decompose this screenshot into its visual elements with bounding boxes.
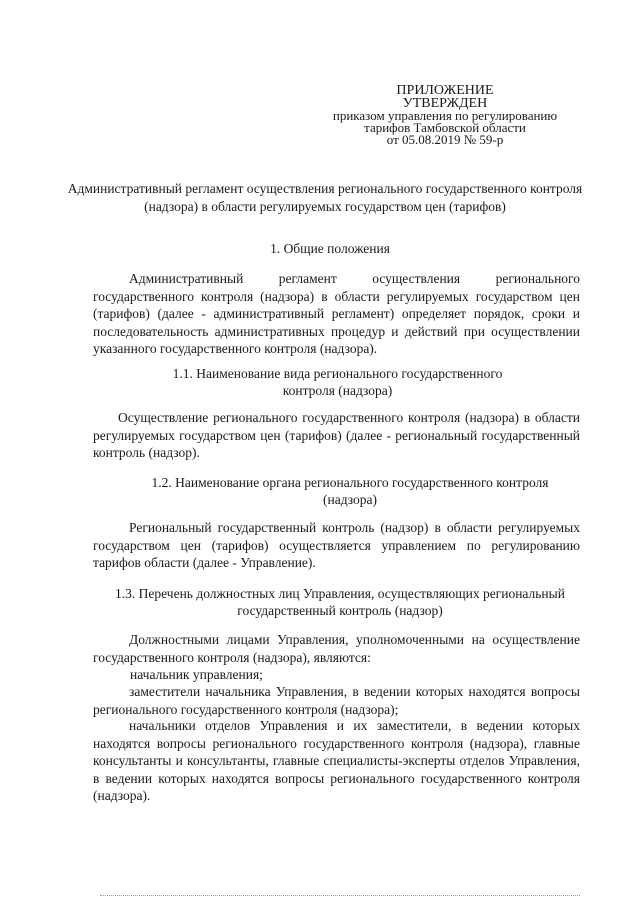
approval-order: приказом управления по регулированию (332, 108, 558, 123)
section-1-2-heading: 1.2. Наименование органа регионального государственного контроля (надзора) (151, 475, 549, 507)
section-1-1-heading: 1.1. Наименование вида регионального государственного контроля (надзора) (172, 366, 503, 398)
approval-approved: УТВЕРЖДЕН (402, 96, 488, 111)
section-1-3-heading: 1.3. Перечень должностных лиц Управления, осуществляющих региональный государственный контроль (надзор) (115, 586, 565, 618)
section-1-heading: 1. Общие положения (270, 241, 390, 256)
approval-block (300, 84, 590, 146)
approval-date: от 05.08.2019 № 59-р (386, 132, 504, 147)
approval-authority: тарифов Тамбовской области (364, 120, 526, 135)
document-title: Административный регламент осуществления регионального государственного контроля (надзора) в области регулируемых государством цен (тарифов) (67, 181, 583, 214)
section-1-3-intro: Должностными лицами Управления, уполномоченными на осуществление государственного контроля (надзора), являются: (93, 632, 580, 665)
section-1-paragraph: Административный регламент осуществления регионального государственного контроля (надзора) в области регулируемых государством цен (тарифов) (далее - административный регламент) определяет порядок, сроки и последовательность административных процедур и действий при осуществлении указанного государственного контроля (надзора). (93, 271, 580, 356)
section-1-2-paragraph: Региональный государственный контроль (надзор) в области регулируемых государством цен (тарифов) осуществляется управлением по регулированию тарифов области (далее - Управление). (93, 520, 580, 570)
section-1-1-paragraph: Осуществление регионального государственного контроля (надзора) в области регулируемых государством цен (тарифов) (далее - региональный государственный контроль (надзор). (93, 410, 580, 460)
list-item-department-heads: начальники отделов Управления и их заместители, в ведении которых находятся вопросы регионального государственного контроля (надзора), главные консультанты и консультанты, главные специалисты-эксперты отделов Управления, в ведении которых находятся вопросы регионального государственного контроля (надзора). (93, 718, 580, 803)
approval-appendix: ПРИЛОЖЕНИЕ (396, 83, 494, 98)
scan-artifact-line (100, 895, 580, 897)
list-item-head: начальник управления; (130, 667, 263, 682)
list-item-deputies: заместители начальника Управления, в ведении которых находятся вопросы регионального государственного контроля (надзора); (93, 684, 580, 717)
